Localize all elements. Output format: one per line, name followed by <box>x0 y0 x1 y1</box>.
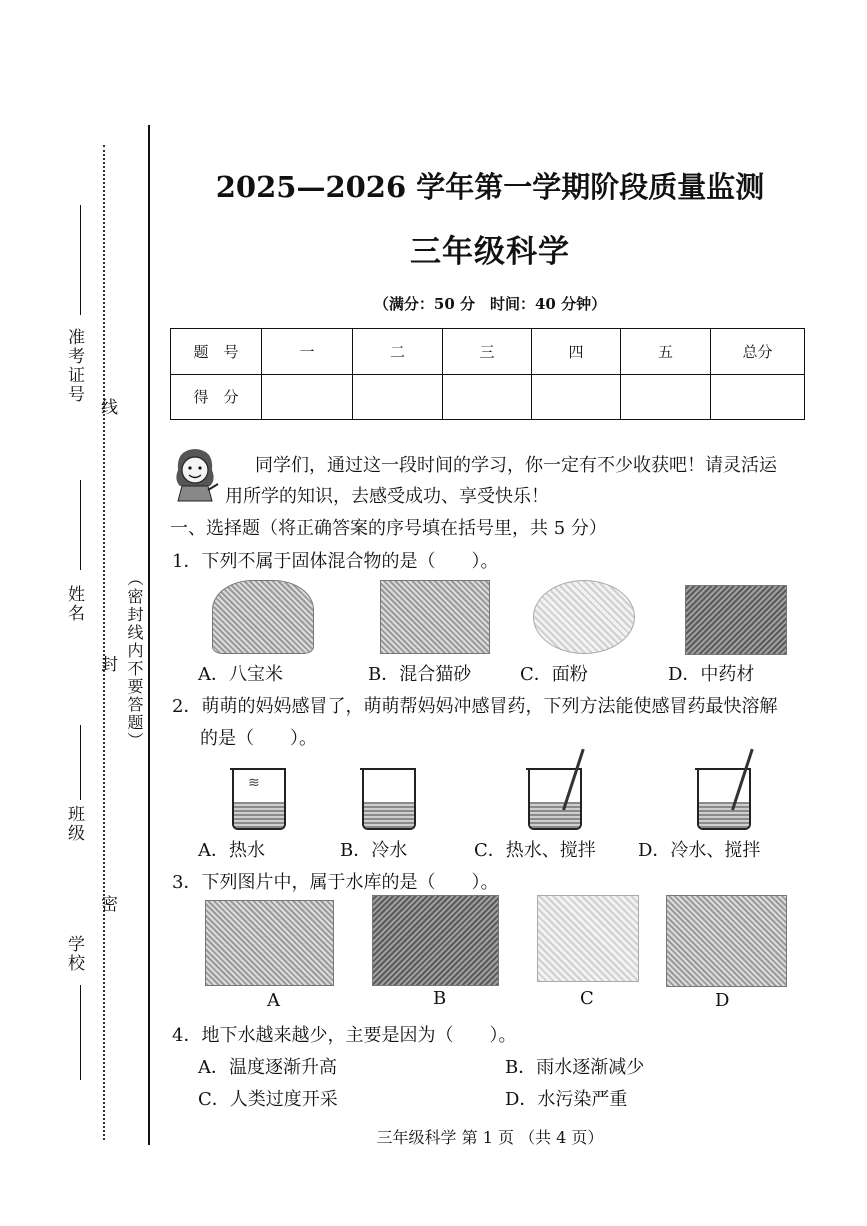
cartoon-girl-icon <box>170 446 220 502</box>
intro-line-1: 同学们，通过这一段时间的学习，你一定有不少收获吧！请灵活运 <box>255 455 777 476</box>
q4-option-d[interactable]: D．水污染严重 <box>505 1089 628 1110</box>
q1-option-a[interactable]: A．八宝米 <box>198 664 283 685</box>
school-underline <box>80 985 81 1080</box>
intro-line-2: 用所学的知识，去感受成功、享受快乐！ <box>225 486 549 507</box>
flour-image <box>533 580 635 654</box>
seal-feng: 封 <box>97 655 117 674</box>
score-header-cell: 一 <box>262 329 353 375</box>
q3-option-b[interactable]: B <box>433 988 447 1009</box>
question-1-stem: 1．下列不属于固体混合物的是（ ）。 <box>172 551 499 572</box>
q1-option-d[interactable]: D．中药材 <box>668 664 755 685</box>
question-3-stem: 3．下列图片中，属于水库的是（ ）。 <box>172 872 499 893</box>
dotted-binding-line <box>103 145 105 1140</box>
class-label: 班级 <box>64 805 84 843</box>
school-label: 学校 <box>64 935 84 973</box>
steam-icon: ≋ <box>248 775 260 791</box>
q2-option-c[interactable]: C．热水、搅拌 <box>474 840 596 861</box>
score-input-cell[interactable] <box>443 374 532 420</box>
exam-info: （满分：50 分 时间：40 分钟） <box>373 295 607 313</box>
score-header-cell: 题 号 <box>171 329 262 375</box>
question-2-stem-line-1: 2．萌萌的妈妈感冒了，萌萌帮妈妈冲感冒药，下列方法能使感冒药最快溶解 <box>172 696 778 717</box>
q4-option-c[interactable]: C．人类过度开采 <box>198 1089 338 1110</box>
question-4-stem: 4．地下水越来越少，主要是因为（ ）。 <box>172 1025 517 1046</box>
seal-mi: 密 <box>97 895 117 914</box>
subject-title: 三年级科学 <box>410 234 570 270</box>
page-footer: 三年级科学 第 1 页 （共 4 页） <box>376 1128 604 1147</box>
class-underline <box>80 725 81 800</box>
waterfall-image <box>537 895 639 982</box>
q1-option-c[interactable]: C．面粉 <box>520 664 588 685</box>
score-input-cell[interactable] <box>711 374 805 420</box>
score-header-cell: 三 <box>443 329 532 375</box>
seal-note: （密封线内不要答题） <box>125 570 144 750</box>
binding-rule <box>148 125 150 1145</box>
name-label: 姓名 <box>64 585 84 623</box>
score-header-cell: 总分 <box>711 329 805 375</box>
water-surface-image <box>666 895 787 987</box>
beaker-cold-water-icon <box>362 770 416 830</box>
q1-option-b[interactable]: B．混合猫砂 <box>368 664 472 685</box>
score-table <box>170 328 805 420</box>
score-header-cell: 二 <box>353 329 443 375</box>
exam-no-underline <box>80 205 81 315</box>
question-2-stem-line-2: 的是（ ）。 <box>200 728 317 749</box>
lake-hills-image <box>205 900 334 986</box>
q3-option-a[interactable]: A <box>267 990 280 1011</box>
score-row-label: 得 分 <box>171 374 262 420</box>
q4-option-b[interactable]: B．雨水逐渐减少 <box>505 1057 645 1078</box>
score-input-cell[interactable] <box>621 374 711 420</box>
score-input-cell[interactable] <box>353 374 443 420</box>
score-header-cell: 四 <box>532 329 621 375</box>
score-header-cell: 五 <box>621 329 711 375</box>
q2-option-d[interactable]: D．冷水、搅拌 <box>638 840 761 861</box>
exam-title: 2025—2026 学年第一学期阶段质量监测 <box>215 170 765 204</box>
q3-option-c[interactable]: C <box>580 988 594 1009</box>
score-input-cell[interactable] <box>262 374 353 420</box>
herbal-medicine-image <box>685 585 787 655</box>
babao-rice-image <box>212 580 314 654</box>
q4-option-a[interactable]: A．温度逐渐升高 <box>198 1057 337 1078</box>
section-1-heading: 一、选择题（将正确答案的序号填在括号里，共 5 分） <box>170 518 607 539</box>
cat-litter-image <box>380 580 490 654</box>
dam-image <box>372 895 499 986</box>
q2-option-a[interactable]: A．热水 <box>198 840 265 861</box>
seal-xian: 线 <box>97 398 117 417</box>
score-table-header-row <box>171 329 805 375</box>
score-input-cell[interactable] <box>532 374 621 420</box>
q3-option-d[interactable]: D <box>715 990 730 1011</box>
score-table-score-row <box>171 374 805 420</box>
name-underline <box>80 480 81 570</box>
q2-option-b[interactable]: B．冷水 <box>340 840 408 861</box>
exam-no-label: 准考证号 <box>64 328 84 404</box>
